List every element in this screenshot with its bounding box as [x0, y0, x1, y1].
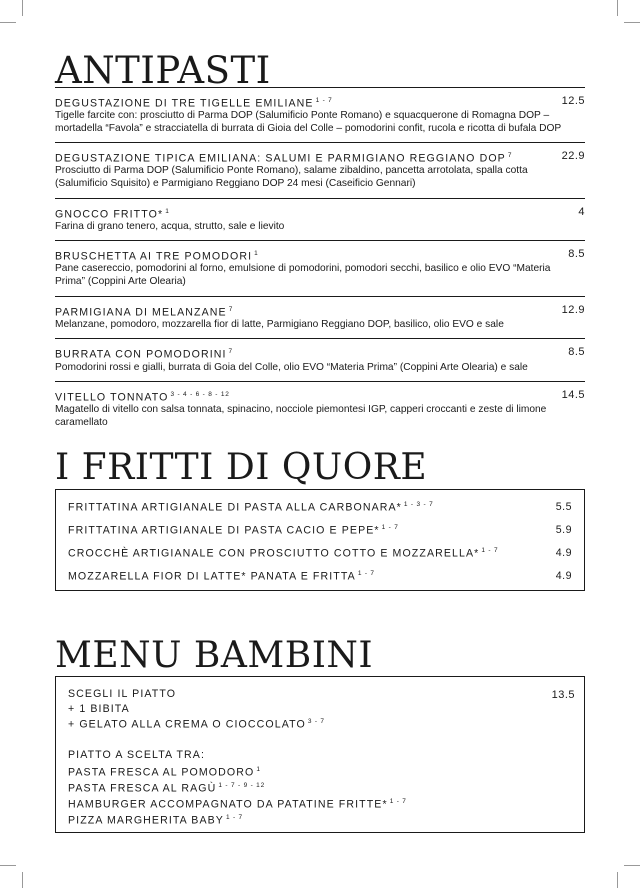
crop-mark — [22, 872, 23, 888]
combo-text: + 1 BIBITA — [68, 703, 130, 715]
dish-name: GNOCCO FRITTO* — [55, 208, 164, 221]
dish-price: 12.5 — [561, 95, 585, 107]
allergen-codes: 1 - 7 — [389, 798, 407, 805]
dish-description: Pomodorini rossi e gialli, burrata di Goia del Colle, olio EVO “Materia Prima” (Coppini Arte Olearia) e sale — [55, 361, 528, 373]
dish-description: Pane casereccio, pomodorini al forno, emulsione di pomodorini, pomodori secchi, basilico e olio EVO “Materia Prima” (Coppini Arte Olearia) — [55, 263, 551, 288]
dish-item — [55, 381, 585, 436]
combo-text: + GELATO ALLA CREMA O CIOCCOLATO — [68, 718, 306, 731]
dish-name: DEGUSTAZIONE TIPICA EMILIANA: SALUMI E PARMIGIANO REGGIANO DOP — [55, 152, 506, 165]
bambini-title: MENU BAMBINI — [55, 635, 374, 676]
dish-item — [55, 338, 585, 381]
dish-price: 14.5 — [561, 389, 585, 402]
allergen-codes: 1 - 7 — [225, 814, 243, 821]
dish-item — [55, 142, 585, 197]
dish-name: DEGUSTAZIONE DI TRE TIGELLE EMILIANE — [55, 97, 314, 110]
fritto-name: CROCCHÈ ARTIGIANALE CON PROSCIUTTO COTTO E MOZZARELLA* — [68, 547, 480, 560]
fritto-price: 5.9 — [555, 524, 572, 536]
bambini-price: 13.5 — [551, 689, 575, 701]
antipasti-title: ANTIPASTI — [55, 49, 271, 92]
dish-description: Farina di grano tenero, acqua, strutto, sale e lievito — [55, 220, 285, 232]
crop-mark — [624, 865, 640, 866]
dish-price: 8.5 — [568, 248, 585, 261]
dish-description: Prosciutto di Parma DOP (Salumificio Ponte Romano), salame zibaldino, pancetta arrotolata, spalla cotta (Salumificio Squisito) e Parmigiano Reggiano DOP 24 mesi (Caseificio Gennari) — [55, 165, 528, 190]
dish-price: 8.5 — [568, 346, 585, 359]
bambini-box — [55, 676, 585, 833]
choice-item — [68, 782, 265, 795]
allergen-codes: 7 — [228, 348, 233, 356]
combo-line — [68, 718, 325, 731]
choice-heading: PIATTO A SCELTA TRA: — [68, 749, 205, 761]
allergen-codes: 7 — [507, 152, 513, 160]
allergen-codes: 1 — [256, 766, 261, 773]
fritto-item — [68, 570, 572, 583]
dish-price: 12.9 — [561, 303, 585, 316]
dish-name: VITELLO TONNATO — [55, 391, 169, 404]
dish-item — [55, 296, 585, 339]
dish-price: 4 — [578, 205, 585, 218]
allergen-codes: 3 - 7 — [307, 718, 325, 725]
allergen-codes: 1 - 3 - 7 — [403, 501, 434, 508]
dish-name: BURRATA CON POMODORINI — [55, 348, 227, 361]
crop-mark — [22, 0, 23, 16]
fritto-price: 5.5 — [555, 501, 572, 513]
fritto-name: FRITTATINA ARTIGIANALE DI PASTA CACIO E PEPE* — [68, 524, 380, 537]
dish-description: Melanzane, pomodoro, mozzarella fior di latte, Parmigiano Reggiano DOP, basilico, olio EVO e sale — [55, 318, 504, 330]
dish-description: Magatello di vitello con salsa tonnata, spinacino, nocciole piemontesi IGP, capperi croccanti e zeste di limone caramellato — [55, 404, 547, 428]
crop-mark — [624, 22, 640, 23]
combo-text: SCEGLI IL PIATTO — [68, 688, 177, 700]
dish-name: PARMIGIANA DI MELANZANE — [55, 306, 227, 319]
dish-name: BRUSCHETTA AI TRE POMODORI — [55, 250, 253, 263]
choice-item — [68, 814, 243, 827]
allergen-codes: 1 - 7 — [357, 570, 375, 577]
fritto-item — [68, 501, 572, 514]
fritti-title: I FRITTI DI QUORE — [55, 447, 428, 488]
dish-item — [55, 240, 585, 295]
choice-text: PASTA FRESCA AL POMODORO — [68, 766, 255, 779]
fritto-name: FRITTATINA ARTIGIANALE DI PASTA ALLA CARBONARA* — [68, 501, 402, 514]
allergen-codes: 1 - 7 - 9 - 12 — [218, 782, 265, 789]
dish-item — [55, 198, 585, 241]
allergen-codes: 1 — [165, 207, 170, 215]
crop-mark — [617, 872, 618, 888]
crop-mark — [0, 22, 16, 23]
fritto-item — [68, 524, 572, 537]
choice-item — [68, 798, 407, 811]
dish-price: 22.9 — [561, 150, 585, 163]
fritti-box — [55, 489, 585, 591]
crop-mark — [617, 0, 618, 16]
allergen-codes: 3 - 4 - 6 - 8 - 12 — [170, 391, 230, 399]
choice-item — [68, 766, 261, 779]
allergen-codes: 7 — [228, 305, 234, 313]
antipasti-list — [55, 87, 585, 436]
fritto-name: MOZZARELLA FIOR DI LATTE* PANATA E FRITTA — [68, 570, 356, 583]
choice-text: HAMBURGER ACCOMPAGNATO DA PATATINE FRITTE* — [68, 798, 388, 811]
choice-text: PASTA FRESCA AL RAGÙ — [68, 782, 217, 795]
allergen-codes: 1 - 7 — [381, 524, 399, 531]
combo-line — [68, 688, 176, 700]
choice-text: PIZZA MARGHERITA BABY — [68, 814, 224, 827]
dish-item — [55, 87, 585, 142]
crop-mark — [0, 865, 16, 866]
combo-line — [68, 703, 130, 715]
fritto-price: 4.9 — [555, 547, 572, 559]
allergen-codes: 1 - 7 — [481, 547, 499, 554]
allergen-codes: 1 — [254, 250, 259, 258]
fritto-price: 4.9 — [555, 570, 572, 582]
fritto-item — [68, 547, 572, 560]
dish-description: Tigelle farcite con: prosciutto di Parma DOP (Salumificio Ponte Romano) e squacquerone di Romagna DOP – mortadella “Favola” e stracciatella di burrata di Gioia del Colle – pomodorini confit, rucola e ricotta di bufala DOP — [55, 110, 562, 134]
allergen-codes: 1 - 7 — [315, 97, 333, 104]
